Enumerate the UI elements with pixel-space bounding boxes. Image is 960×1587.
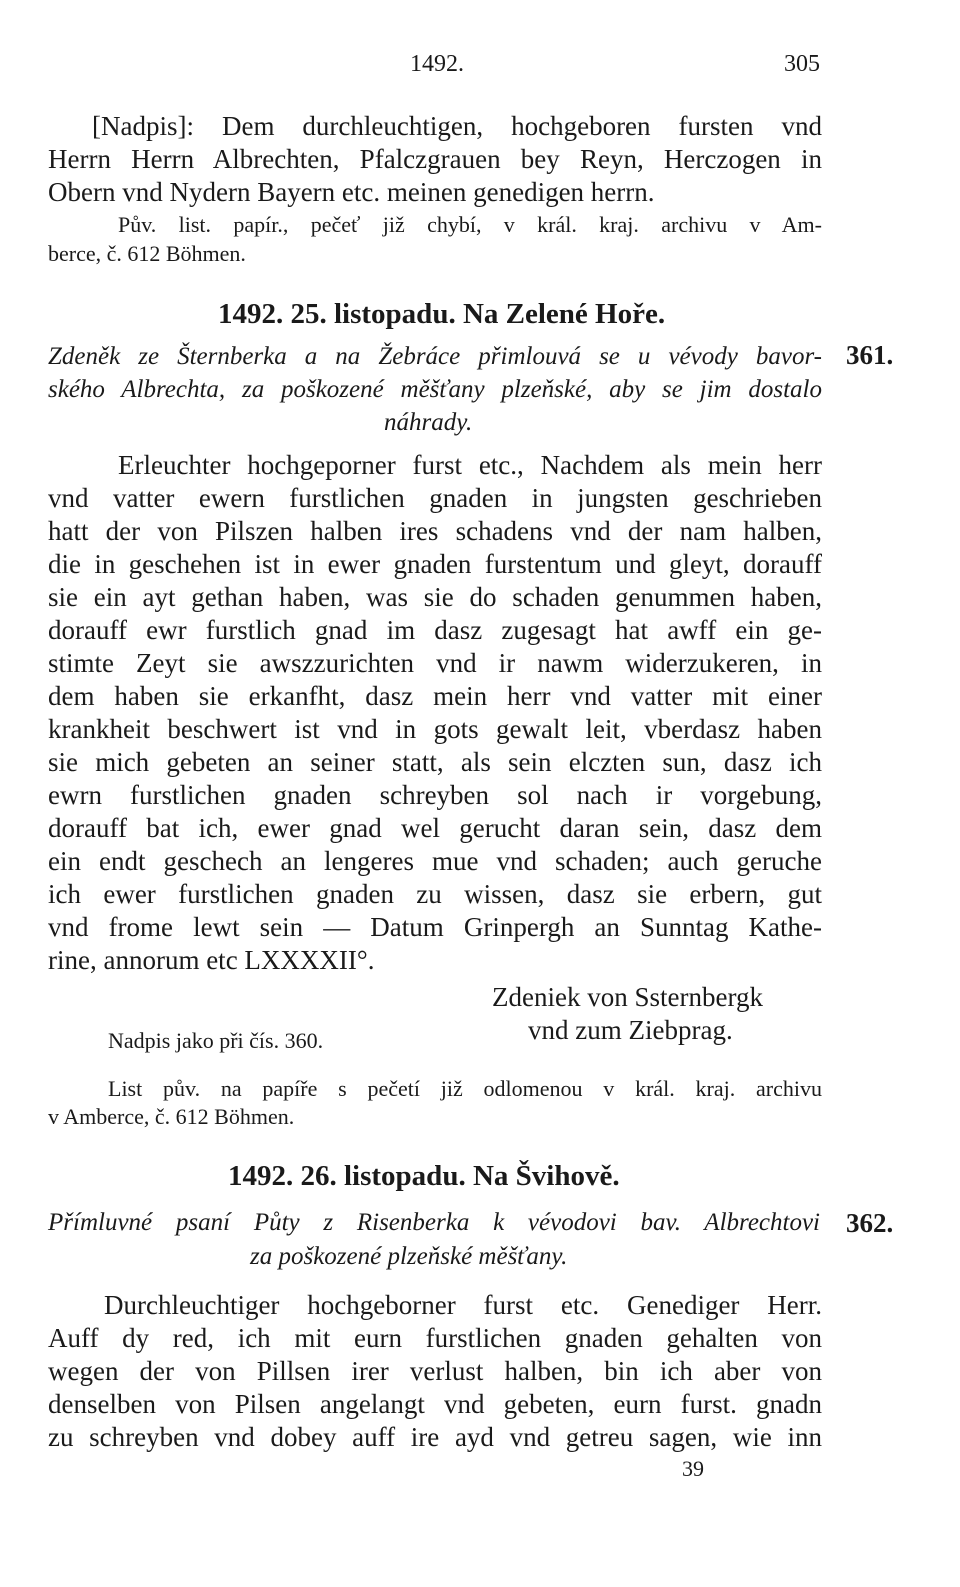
text-line: sie ein ayt gethan haben, was sie do schaden genummen haben, [48,582,822,612]
signature-line: vnd zum Ziebprag. [528,1015,733,1045]
summary-line: Zdeněk ze Šternberka a na Žebráce přimlouvá se u vévody bavor- [48,343,822,370]
text-line: dorauff ewr furstlich gnad im dasz zugesagt hat awff ein ge- [48,615,822,645]
text-line: sie mich gebeten an seiner statt, als sein elczten sun, dasz ich [48,747,822,777]
text-line: ich ewer furstlichen gnaden zu wissen, dasz sie erbern, gut [48,879,822,909]
text-line: Obern vnd Nydern Bayern etc. meinen genedigen herrn. [48,177,655,207]
text-line: vnd vatter ewern furstlichen gnaden in jungsten geschrieben [48,483,822,513]
summary-line: za poškozené plzeňské měšťany. [250,1243,568,1270]
summary-line: Přímluvné psaní Půty z Risenberka k vévodovi bav. Albrechtovi [48,1209,820,1236]
summary-line: ského Albrechta, za poškozené měšťany plzeňské, aby se jim dostalo [48,376,822,403]
page-number: 305 [784,51,820,77]
summary-line: náhrady. [384,409,473,436]
text-line: Auff dy red, ich mit eurn furstlichen gnaden gehalten von [48,1323,822,1353]
doc-362-heading: 1492. 26. listopadu. Na Švihově. [228,1160,620,1192]
text-line: [Nadpis]: Dem durchleuchtigen, hochgeboren fursten vnd [92,111,822,141]
doc-361-address-note: Nadpis jako při čís. 360. [108,1028,324,1053]
text-line: denselben von Pilsen angelangt vnd gebeten, eurn furst. gnadn [48,1389,822,1419]
text-line: ein endt geschech an lengeres mue vnd schaden; auch geruche [48,846,822,876]
note-line: berce, č. 612 Böhmen. [48,241,246,266]
text-line: krankheit beschwert ist vnd in gots gewalt leit, vberdasz haben [48,714,822,744]
text-line: rine, annorum etc LXXXXII°. [48,945,375,975]
text-line: Erleuchter hochgeporner furst etc., Nachdem als mein herr [118,450,822,480]
note-line: List pův. na papíře s pečetí již odlomenou v král. kraj. archivu [108,1076,822,1101]
text-line: ewrn furstlichen gnaden schreyben sol nach ir vorgebung, [48,780,822,810]
signature-line: Zdeniek von Ssternbergk [492,982,763,1012]
sheet-signature-mark: 39 [682,1456,704,1481]
note-line: Pův. list. papír., pečeť již chybí, v král. kraj. archivu v Am- [118,212,822,237]
text-line: stimte Zeyt sie awszzurichten vnd ir nawm widerzukeren, in [48,648,822,678]
text-line: vnd frome lewt sein — Datum Grinpergh an Sunntag Kathe- [48,912,822,942]
doc-362-number: 362. [846,1208,894,1238]
text-line: dorauff bat ich, ewer gnad wel gerucht daran sein, dasz dem [48,813,822,843]
text-line: wegen der von Pillsen irer verlust halben, bin ich aber von [48,1356,822,1386]
text-line: die in geschehen ist in ewer gnaden furstentum und gleyt, dorauff [48,549,822,579]
running-header-year: 1492. [410,51,464,77]
doc-361-number: 361. [846,340,894,370]
text-line: Herrn Herrn Albrechten, Pfalczgrauen bey Reyn, Herczogen in [48,144,822,174]
text-line: hatt der von Pilszen halben ires schadens vnd der nam halben, [48,516,822,546]
text-line: dem haben sie erkanfht, dasz mein herr vnd vatter mit einer [48,681,822,711]
note-line: v Amberce, č. 612 Böhmen. [48,1104,295,1129]
text-line: zu schreyben vnd dobey auff ire ayd vnd getreu sagen, wie inn [48,1422,822,1452]
doc-361-heading: 1492. 25. listopadu. Na Zelené Hoře. [218,298,666,330]
text-line: Durchleuchtiger hochgeborner furst etc. Genediger Herr. [104,1290,822,1320]
